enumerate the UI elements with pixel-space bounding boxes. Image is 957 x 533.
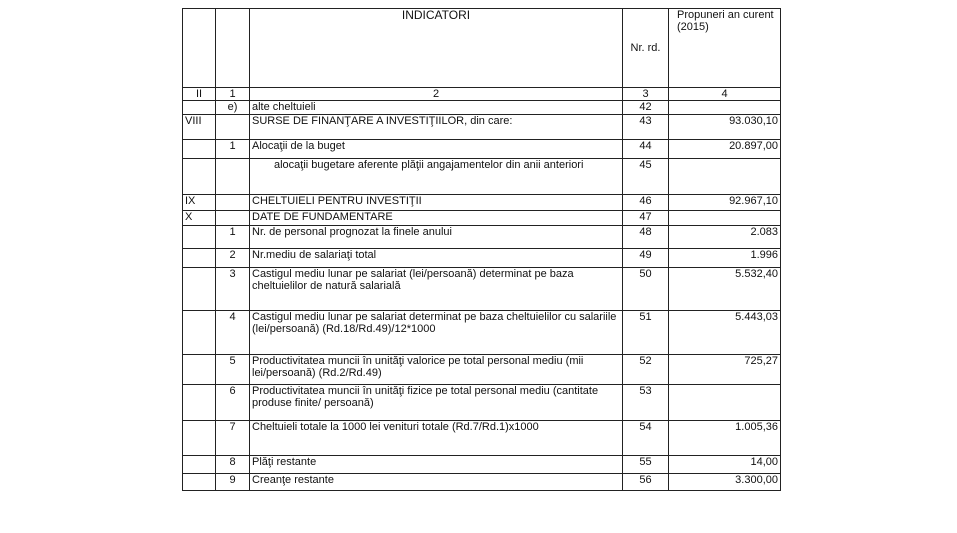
row-number: 55 [623,456,669,474]
row-description: Creanţe restante [250,474,623,491]
row-code [183,249,216,268]
header-propuneri: Propuneri an curent (2015) [669,9,781,88]
table-row [183,226,781,249]
row-code [183,421,216,456]
row-description: Alocaţii de la buget [250,140,623,159]
header-indicatori: INDICATORI [250,9,623,88]
row-number: 51 [623,311,669,355]
row-code [183,226,216,249]
row-description: alte cheltuieli [250,101,623,115]
table-row [183,211,781,226]
row-subindex [216,195,250,211]
col-number: 1 [216,88,250,101]
row-code [183,355,216,385]
row-subindex: 7 [216,421,250,456]
table-row [183,421,781,456]
row-number: 56 [623,474,669,491]
row-value [669,101,781,115]
row-value: 725,27 [669,355,781,385]
row-number: 43 [623,115,669,140]
row-subindex: 2 [216,249,250,268]
row-value: 5.443,03 [669,311,781,355]
row-description: Plăţi restante [250,456,623,474]
row-description: Cheltuieli totale la 1000 lei venituri totale (Rd.7/Rd.1)x1000 [250,421,623,456]
table-row [183,355,781,385]
row-value: 92.967,10 [669,195,781,211]
row-code [183,311,216,355]
row-number: 46 [623,195,669,211]
row-subindex [216,211,250,226]
row-number: 53 [623,385,669,421]
row-description: Castigul mediu lunar pe salariat (lei/persoană) determinat pe baza cheltuielilor de natură salarială [250,268,623,311]
row-value: 5.532,40 [669,268,781,311]
row-value: 2.083 [669,226,781,249]
table-row [183,456,781,474]
row-code: IX [183,195,216,211]
header-nr-rd: Nr. rd. [623,9,669,88]
col-number: 2 [250,88,623,101]
row-value [669,211,781,226]
row-code: X [183,211,216,226]
row-subindex: 3 [216,268,250,311]
table-row [183,249,781,268]
row-value: 20.897,00 [669,140,781,159]
row-value: 3.300,00 [669,474,781,491]
table-row [183,115,781,140]
row-number: 50 [623,268,669,311]
table-row [183,195,781,211]
row-description: Nr.mediu de salariaţi total [250,249,623,268]
table-row [183,140,781,159]
row-code [183,456,216,474]
col-number: II [183,88,216,101]
row-subindex: 8 [216,456,250,474]
row-code [183,101,216,115]
row-number: 52 [623,355,669,385]
row-subindex: e) [216,101,250,115]
row-value: 93.030,10 [669,115,781,140]
row-description: Nr. de personal prognozat la finele anului [250,226,623,249]
row-value [669,159,781,195]
header-blank-2 [216,9,250,88]
row-value [669,385,781,421]
row-subindex: 5 [216,355,250,385]
header-row [183,9,781,88]
row-number: 48 [623,226,669,249]
table-row [183,159,781,195]
col-number: 3 [623,88,669,101]
row-number: 45 [623,159,669,195]
row-code [183,385,216,421]
row-subindex [216,115,250,140]
row-number: 49 [623,249,669,268]
row-value: 14,00 [669,456,781,474]
row-subindex [216,159,250,195]
row-description: CHELTUIELI PENTRU INVESTIŢII [250,195,623,211]
row-subindex: 6 [216,385,250,421]
row-code [183,474,216,491]
row-description: Productivitatea muncii în unităţi fizice pe total personal mediu (cantitate produse finite/ persoană) [250,385,623,421]
row-description: alocaţii bugetare aferente plăţii angajamentelor din anii anteriori [250,159,623,195]
row-description: Castigul mediu lunar pe salariat determinat pe baza cheltuielilor cu salariile (lei/persoană) (Rd.18/Rd.49)/12*1000 [250,311,623,355]
row-subindex: 9 [216,474,250,491]
col-number: 4 [669,88,781,101]
table-row [183,268,781,311]
row-number: 44 [623,140,669,159]
row-code [183,159,216,195]
row-code: VIII [183,115,216,140]
indicators-table [182,8,781,491]
row-number: 54 [623,421,669,456]
row-description: Productivitatea muncii în unităţi valorice pe total personal mediu (mii lei/persoană) (Rd.2/Rd.49) [250,355,623,385]
table-row [183,311,781,355]
row-subindex: 1 [216,140,250,159]
row-description: DATE DE FUNDAMENTARE [250,211,623,226]
row-subindex: 4 [216,311,250,355]
row-code [183,268,216,311]
row-number: 42 [623,101,669,115]
indicators-sheet [182,8,780,511]
table-row [183,101,781,115]
table-row [183,385,781,421]
table-row [183,474,781,491]
row-value: 1.005,36 [669,421,781,456]
row-number: 47 [623,211,669,226]
row-description: SURSE DE FINANŢARE A INVESTIŢIILOR, din care: [250,115,623,140]
row-subindex: 1 [216,226,250,249]
column-number-row [183,88,781,101]
header-blank-1 [183,9,216,88]
row-value: 1.996 [669,249,781,268]
row-code [183,140,216,159]
